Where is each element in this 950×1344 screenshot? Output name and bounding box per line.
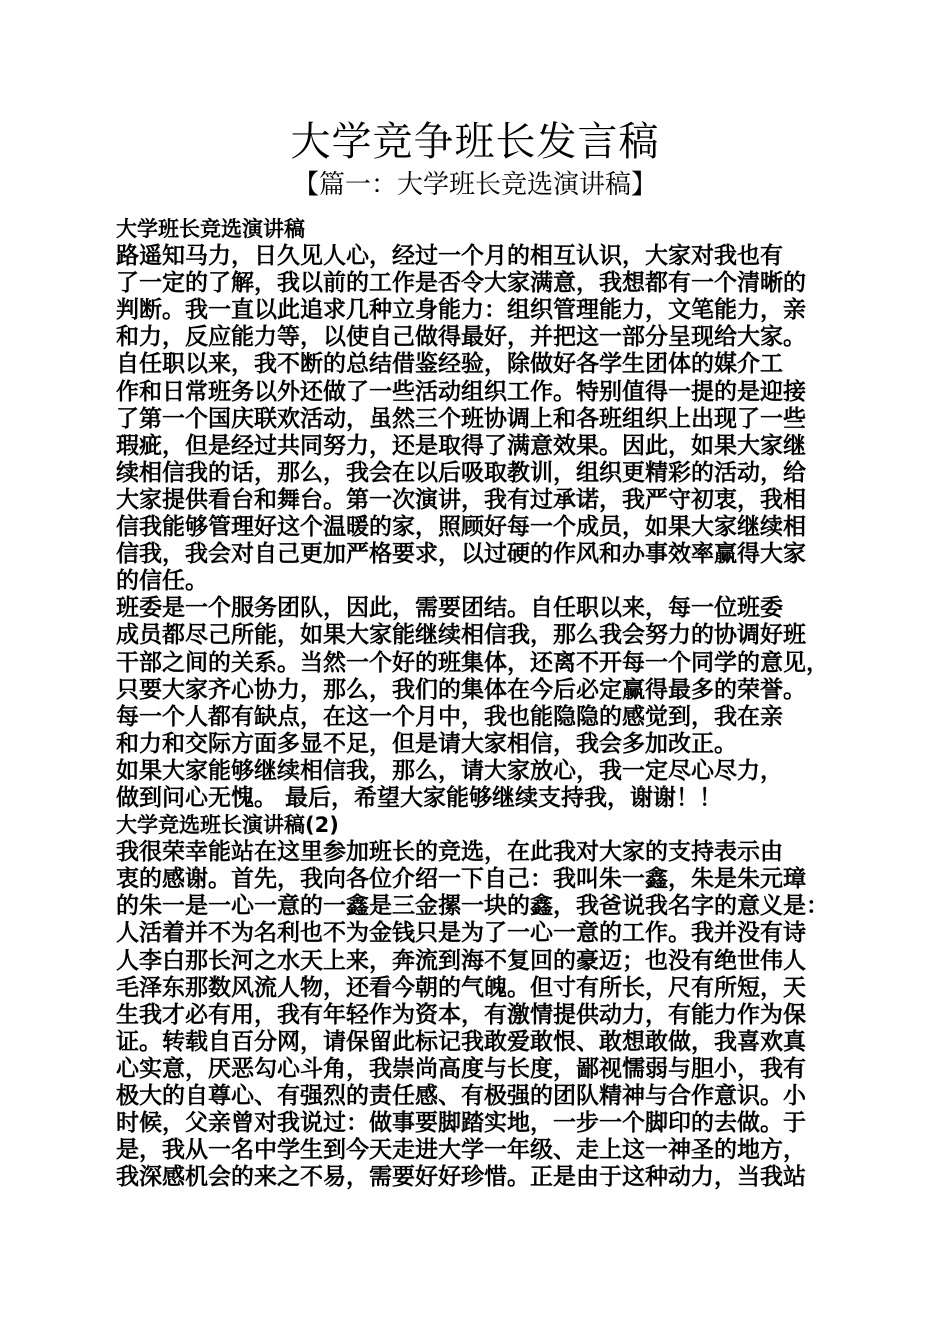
document-title: 大学竞争班长发言稿	[290, 119, 660, 165]
body-line: 作和日常班务以外还做了一些活动组织工作。特别值得一提的是迎接	[116, 378, 806, 405]
body-line: 只要大家齐心协力，那么，我们的集体在今后必定赢得最多的荣誉。	[116, 676, 806, 703]
body-line: 信我能够管理好这个温暖的家，照顾好每一个成员，如果大家继续相	[116, 514, 806, 541]
body-line: 大家提供看台和舞台。第一次演讲，我有过承诺，我严守初衷，我相	[116, 486, 806, 513]
body-line: 证。转载自百分网，请保留此标记我敢爱敢恨、敢想敢做，我喜欢真	[116, 1028, 806, 1055]
body-line: 是，我从一名中学生到今天走进大学一年级、走上这一神圣的地方，	[116, 1137, 806, 1164]
body-line: 了一定的了解，我以前的工作是否令大家满意，我想都有一个清晰的	[116, 270, 806, 297]
body-line: 了第一个国庆联欢活动，虽然三个班协调上和各班组织上出现了一些	[116, 405, 806, 432]
body-line: 路遥知马力，日久见人心，经过一个月的相互认识，大家对我也有	[116, 243, 783, 270]
body-line: 每一个人都有缺点，在这一个月中，我也能隐隐的感觉到，我在亲	[116, 703, 783, 730]
body-line: 人活着并不为名利也不为金钱只是为了一心一意的工作。我并没有诗	[116, 920, 806, 947]
document-body	[116, 216, 846, 1191]
body-line: 毛泽东那数风流人物，还看今朝的气魄。但寸有所长，尺有所短，天	[116, 974, 806, 1001]
body-line: 成员都尽己所能，如果大家能继续相信我，那么我会努力的协调好班	[116, 622, 806, 649]
body-line: 和力和交际方面多显不足，但是请大家相信，我会多加改正。	[116, 730, 737, 757]
body-line: 衷的感谢。首先，我向各位介绍一下自己：我叫朱一鑫，朱是朱元璋	[116, 866, 806, 893]
body-line: 瑕疵，但是经过共同努力，还是取得了满意效果。因此，如果大家继	[116, 432, 806, 459]
body-line: 做到问心无愧。 最后，希望大家能够继续支持我，谢谢！！	[116, 784, 723, 811]
body-line: 人李白那长河之水天上来，奔流到海不复回的豪迈；也没有绝世伟人	[116, 947, 806, 974]
body-line: 极大的自尊心、有强烈的责任感、有极强的团队精神与合作意识。小	[116, 1083, 806, 1109]
section-heading: 大学竞选班长演讲稿(2)	[116, 813, 339, 838]
body-line: 的朱一是一心一意的一鑫是三金摞一块的鑫，我爸说我名字的意义是：	[116, 893, 829, 920]
body-line: 续相信我的话，那么，我会在以后吸取教训，组织更精彩的活动，给	[116, 459, 806, 486]
body-line: 如果大家能够继续相信我，那么，请大家放心，我一定尽心尽力，	[116, 757, 783, 784]
document-subtitle: 【篇一：大学班长竞选演讲稿】	[292, 170, 657, 200]
body-line: 我很荣幸能站在这里参加班长的竞选，在此我对大家的支持表示由	[116, 839, 783, 866]
body-line: 心实意，厌恶勾心斗角，我崇尚高度与长度，鄙视懦弱与胆小，我有	[116, 1055, 806, 1082]
body-line: 班委是一个服务团队，因此，需要团结。自任职以来，每一位班委	[116, 595, 783, 622]
body-line: 干部之间的关系。当然一个好的班集体，还离不开每一个同学的意见，	[116, 649, 829, 676]
body-line: 自任职以来，我不断的总结借鉴经验，除做好各学生团体的媒介工	[116, 351, 783, 378]
body-line: 信我，我会对自己更加严格要求，以过硬的作风和办事效率赢得大家	[116, 541, 806, 568]
body-line: 判断。我一直以此追求几种立身能力：组织管理能力，文笔能力，亲	[116, 297, 806, 324]
section-heading: 大学班长竞选演讲稿	[116, 217, 305, 241]
body-line: 生我才必有用，我有年轻作为资本，有激情提供动力，有能力作为保	[116, 1001, 806, 1028]
body-line: 我深感机会的来之不易，需要好好珍惜。正是由于这种动力，当我站	[116, 1164, 806, 1191]
body-line: 的信任。	[116, 568, 208, 595]
body-line: 时候，父亲曾对我说过：做事要脚踏实地，一步一个脚印的去做。于	[116, 1110, 806, 1137]
body-line: 和力，反应能力等，以使自己做得最好，并把这一部分呈现给大家。	[116, 324, 806, 351]
